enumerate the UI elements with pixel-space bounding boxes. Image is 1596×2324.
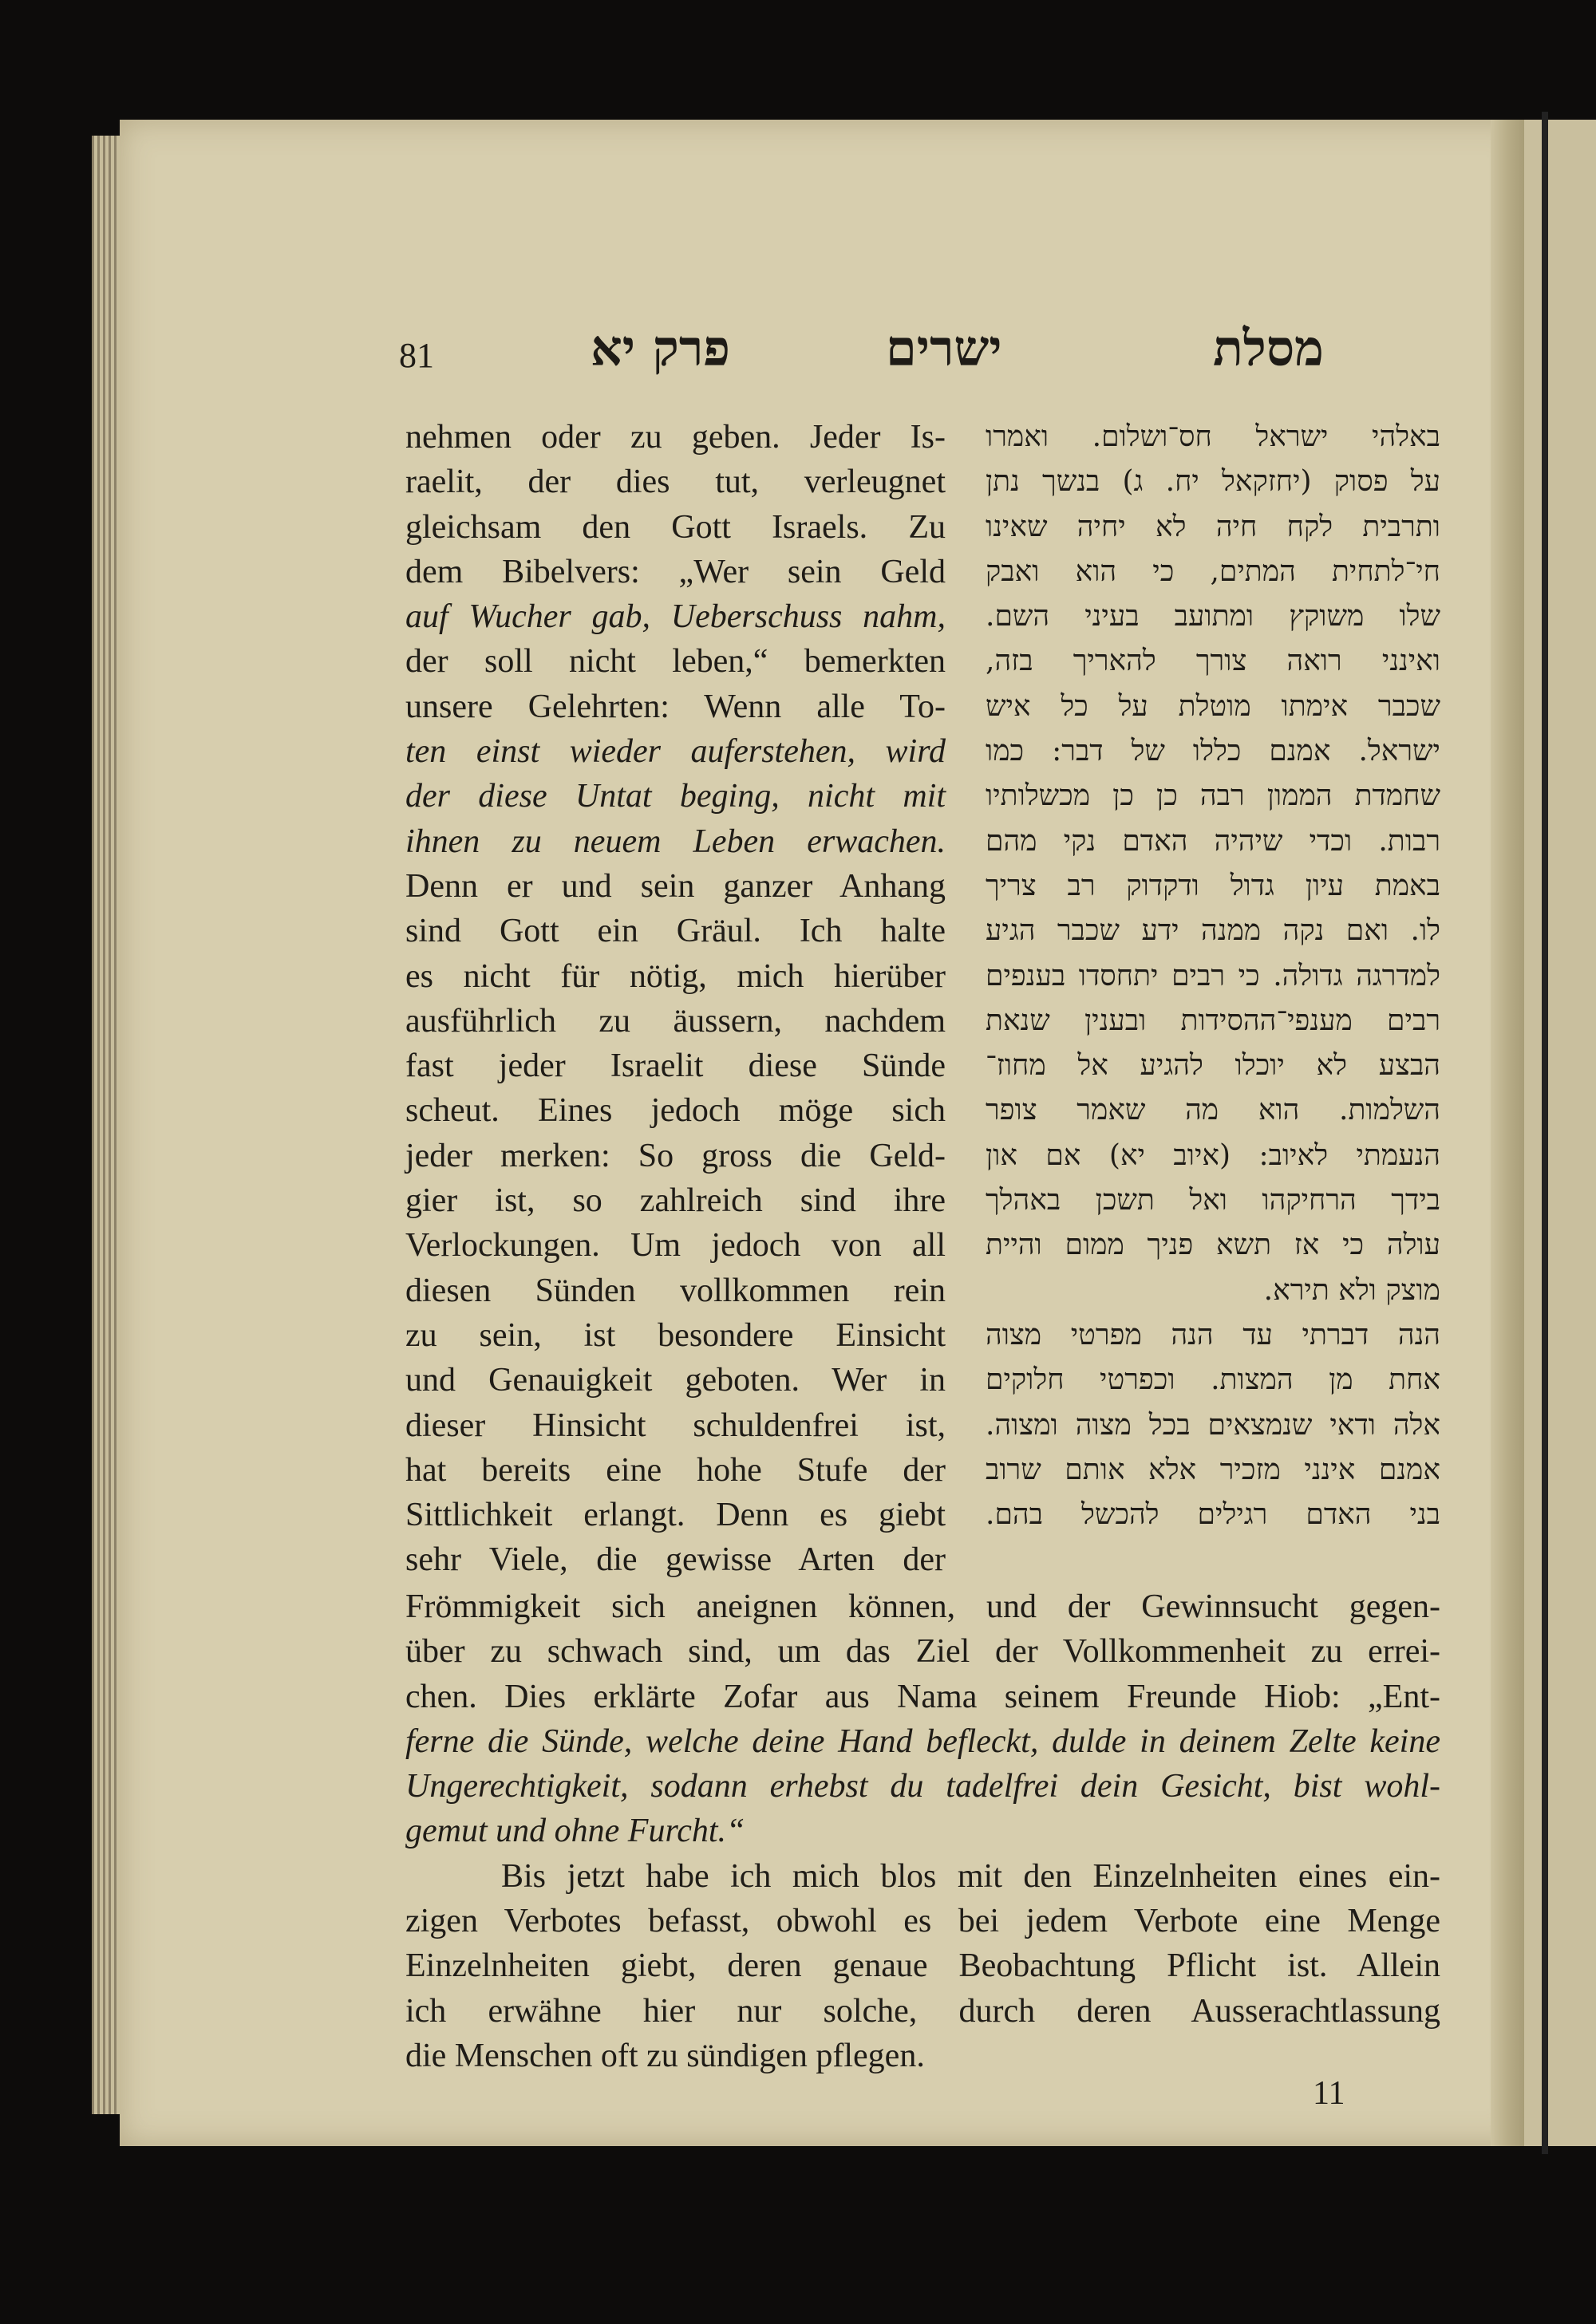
hebrew-line: הנעמתי לאיוב: (איוב יא) אם און bbox=[986, 1138, 1440, 1172]
german-line: Sittlichkeit erlangt. Denn es giebt bbox=[405, 1497, 946, 1534]
text-line: chen. Dies erklärte Zofar aus Nama seinem Freunde Hiob: „Ent- bbox=[405, 1678, 1440, 1715]
german-line: Denn er und sein ganzer Anhang bbox=[405, 867, 946, 905]
german-line: dieser Hinsicht schuldenfrei ist, bbox=[405, 1407, 946, 1444]
hebrew-line: לו. ואם נקה ממנה ידע שכבר הגיע bbox=[986, 914, 1440, 948]
hebrew-line: בידך הרחיקהו ואל תשכן באהלך bbox=[986, 1184, 1440, 1217]
german-line: ausführlich zu äussern, nachdem bbox=[405, 1002, 946, 1040]
german-line: und Genauigkeit geboten. Wer in bbox=[405, 1362, 946, 1399]
german-column bbox=[405, 415, 946, 1583]
hebrew-line: למדרגה גדולה. כי רבים יתחסדו בענפים bbox=[986, 959, 1440, 992]
german-line: diesen Sünden vollkommen rein bbox=[405, 1272, 946, 1309]
german-line: gleichsam den Gott Israels. Zu bbox=[405, 508, 946, 546]
german-line: sehr Viele, die gewisse Arten der bbox=[405, 1541, 946, 1579]
text-line: die Menschen oft zu sündigen pflegen. bbox=[405, 2037, 925, 2074]
german-line: der diese Untat beging, nicht mit bbox=[405, 778, 946, 815]
hebrew-line: שחמדת הממון רבה כן כן מכשלותיו bbox=[986, 779, 1440, 813]
hebrew-line: ואינני רואה צורך להאריך בזה, bbox=[986, 645, 1440, 678]
text-line: Einzelnheiten giebt, deren genaue Beobachtung Pflicht ist. Allein bbox=[405, 1947, 1440, 1985]
german-line: nehmen oder zu geben. Jeder Is- bbox=[405, 419, 946, 456]
german-line: zu sein, ist besondere Einsicht bbox=[405, 1316, 946, 1354]
german-line: der soll nicht leben,“ bemerkten bbox=[405, 643, 946, 681]
text-line: Frömmigkeit sich aneignen können, und der Gewinnsucht gegen- bbox=[405, 1588, 1440, 1625]
german-line: fast jeder Israelit diese Sünde bbox=[405, 1048, 946, 1085]
running-header bbox=[399, 319, 1436, 399]
text-line: Bis jetzt habe ich mich blos mit den Einzelnheiten eines ein- bbox=[501, 1857, 1440, 1895]
page-number: 81 bbox=[399, 336, 434, 375]
german-line: ihnen zu neuem Leben erwachen. bbox=[405, 823, 946, 860]
header-yesharim: ישרים bbox=[886, 319, 1002, 377]
page-stack-edge bbox=[92, 136, 120, 2114]
book-gutter bbox=[1491, 120, 1524, 2146]
hebrew-line: על פסוק (יחזקאל יח. ג) בנשך נתן bbox=[986, 465, 1440, 499]
german-line: unsere Gelehrten: Wenn alle To- bbox=[405, 688, 946, 725]
german-line: dem Bibelvers: „Wer sein Geld bbox=[405, 553, 946, 590]
hebrew-line: השלמות. הוא מה שאמר צופר bbox=[986, 1094, 1440, 1127]
text-line: ich erwähne hier nur solche, durch deren Ausserachtlassung bbox=[405, 1992, 1440, 2030]
hebrew-line: חי־לתחית המתים, כי הוא ואבק bbox=[986, 554, 1440, 588]
hebrew-line: רבות. וכדי שיהיה האדם נקי מהם bbox=[986, 824, 1440, 858]
hebrew-line: שלו משוקץ ומתועב בעיני השם. bbox=[986, 600, 1440, 633]
german-line: auf Wucher gab, Ueberschuss nahm, bbox=[405, 598, 946, 636]
german-line: hat bereits eine hohe Stufe der bbox=[405, 1451, 946, 1489]
hebrew-line: אחת מן המצות. וכפרטי חלוקים bbox=[986, 1363, 1440, 1397]
german-line: raelit, der dies tut, verleugnet bbox=[405, 464, 946, 501]
hebrew-line: הנה דברתי עד הנה מפרטי מצוה bbox=[986, 1318, 1440, 1351]
german-line: gier ist, so zahlreich sind ihre bbox=[405, 1182, 946, 1220]
facing-page bbox=[1524, 120, 1596, 2146]
hebrew-line: אמנם אינני מזכיר אלא אותם שרוב bbox=[986, 1453, 1440, 1486]
text-line: gemut und ohne Furcht.“ bbox=[405, 1813, 745, 1850]
german-line: sind Gott ein Gräul. Ich halte bbox=[405, 913, 946, 950]
german-line: Verlockungen. Um jedoch von all bbox=[405, 1227, 946, 1265]
signature-mark: 11 bbox=[1313, 2075, 1345, 2112]
hebrew-line: ישראל. אמנם כללו של דבר: כמו bbox=[986, 735, 1440, 768]
hebrew-line: בני האדם רגילים להכשל בהם. bbox=[986, 1498, 1440, 1532]
hebrew-line: הבצע לא יוכלו להגיע אל מחוז־ bbox=[986, 1049, 1440, 1083]
header-perek: פרק יא bbox=[591, 319, 731, 377]
german-line: jeder merken: So gross die Geld- bbox=[405, 1137, 946, 1174]
binding-line bbox=[1542, 112, 1548, 2154]
german-line: ten einst wieder auferstehen, wird bbox=[405, 733, 946, 771]
hebrew-line: עולה כי אז תשא פניך ממום והיית bbox=[986, 1229, 1440, 1262]
text-line: ferne die Sünde, welche deine Hand befleckt, dulde in deinem Zelte keine bbox=[405, 1722, 1440, 1760]
hebrew-line: שכבר אימתו מוטלת על כל איש bbox=[986, 689, 1440, 723]
text-line: Ungerechtigkeit, sodann erhebst du tadelfrei dein Gesicht, bist wohl- bbox=[405, 1768, 1440, 1805]
hebrew-line: אלה ודאי שנמצאים בכל מצוה ומצוה. bbox=[986, 1408, 1440, 1442]
header-mesilat: מסלת bbox=[1213, 319, 1324, 377]
hebrew-line: באמת עיון גדול ודקדוק רב צריך bbox=[986, 869, 1440, 902]
german-line: scheut. Eines jedoch möge sich bbox=[405, 1092, 946, 1130]
hebrew-line: רבים מענפי־ההסידות ובענין שנאת bbox=[986, 1004, 1440, 1037]
hebrew-line: ותרבית לקח חיה לא יחיה שאינו bbox=[986, 510, 1440, 543]
hebrew-line: באלהי ישראל חס־ושלום. ואמרו bbox=[986, 420, 1440, 453]
text-line: über zu schwach sind, um das Ziel der Vollkommenheit zu errei- bbox=[405, 1633, 1440, 1671]
full-width-text bbox=[405, 1584, 1440, 2078]
hebrew-column bbox=[986, 415, 1440, 1537]
hebrew-line: מוצק ולא תירא. bbox=[1263, 1273, 1440, 1307]
text-line: zigen Verbotes befasst, obwohl es bei jedem Verbote eine Menge bbox=[405, 1903, 1440, 1940]
german-line: es nicht für nötig, mich hierüber bbox=[405, 957, 946, 995]
